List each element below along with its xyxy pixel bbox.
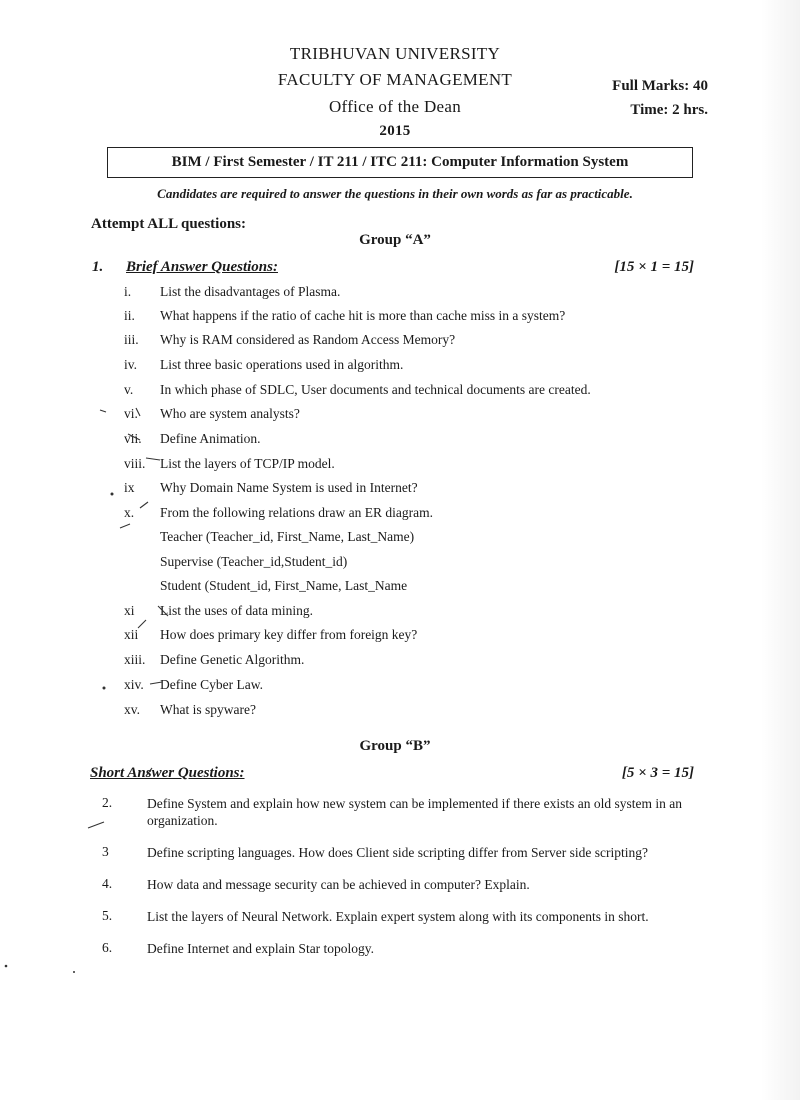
item-text: Define Cyber Law. (160, 677, 263, 692)
item-number: xiii. (124, 652, 146, 667)
pen-tick-mark (146, 458, 160, 460)
pen-tick-mark (136, 408, 140, 416)
exam-year: 2015 (379, 123, 411, 139)
question-text: Define scripting languages. How does Client side scripting differ from Server side scripting? (147, 845, 649, 860)
item-number: vii. (124, 431, 142, 446)
item-number: x. (124, 505, 135, 520)
instructions: Candidates are required to answer the questions in their own words as far as practicable. (157, 186, 633, 201)
university-name: TRIBHUVAN UNIVERSITY (289, 44, 501, 63)
pen-dot (111, 493, 114, 496)
faculty-name: FACULTY OF MANAGEMENT (277, 70, 513, 89)
question-1-number: 1. (92, 259, 104, 275)
item-number: xiv. (124, 677, 144, 692)
question-number: 4. (102, 876, 113, 891)
brief-answer-title: Brief Answer Questions: (126, 259, 278, 275)
pen-tick-mark (150, 682, 162, 684)
question-number: 6. (102, 940, 113, 955)
question-text: Define Internet and explain Star topology. (147, 941, 375, 956)
pen-dot (103, 687, 106, 690)
item-text: What happens if the ratio of cache hit is more than cache miss in a system? (160, 308, 566, 323)
question-number: 3 (102, 844, 109, 859)
pen-dot (73, 971, 75, 973)
item-text: Define Animation. (160, 431, 261, 446)
item-number: xi (124, 603, 135, 618)
item-number: ix (124, 480, 135, 495)
office-name: Office of the Dean (328, 97, 462, 116)
item-text: How does primary key differ from foreign key? (160, 627, 418, 642)
group-a-marks: [15 × 1 = 15] (614, 259, 694, 275)
item-text: From the following relations draw an ER diagram. (160, 505, 433, 520)
pen-dot (5, 965, 8, 968)
pen-tick-mark (158, 606, 168, 616)
item-number: iii. (124, 332, 139, 347)
relation-student: Student (Student_id, First_Name, Last_Name (160, 578, 408, 593)
question-number: 5. (102, 908, 113, 923)
item-text: Why Domain Name System is used in Internet? (160, 480, 418, 495)
pen-tick-mark (128, 434, 140, 440)
question-text: List the layers of Neural Network. Explain expert system along with its components in short. (147, 909, 649, 924)
item-text: Why is RAM considered as Random Access Memory? (160, 332, 456, 347)
item-text: Define Genetic Algorithm. (160, 652, 305, 667)
item-number: v. (124, 382, 134, 397)
pen-tick-mark (138, 620, 146, 628)
question-text: How data and message security can be achieved in computer? Explain. (147, 877, 530, 892)
item-number: xii (124, 627, 139, 642)
item-text: List the layers of TCP/IP model. (160, 456, 335, 471)
pen-tick-mark (146, 768, 152, 776)
pen-tick-mark (120, 524, 130, 528)
item-number: xv. (124, 702, 140, 717)
item-text: In which phase of SDLC, User documents and technical documents are created. (160, 382, 591, 397)
relation-teacher: Teacher (Teacher_id, First_Name, Last_Name) (160, 529, 415, 544)
short-answer-title: Short Answer Questions: (90, 765, 245, 781)
full-marks: Full Marks: 40 (612, 78, 708, 94)
exam-time: Time: 2 hrs. (630, 102, 708, 118)
relation-supervise: Supervise (Teacher_id,Student_id) (160, 554, 348, 569)
item-number: iv. (124, 357, 137, 372)
item-text: List the disadvantages of Plasma. (160, 284, 341, 299)
item-number: i. (124, 284, 132, 299)
item-number: vi. (124, 406, 138, 421)
pen-tick-mark (100, 410, 106, 412)
question-text: Define System and explain how new system can be implemented if there exists an old system in an organization. (147, 796, 682, 828)
group-a-heading: Group “A” (359, 232, 431, 248)
course-title-box: BIM / First Semester / IT 211 / ITC 211: Computer Information System (107, 147, 693, 178)
item-text: Who are system analysts? (160, 406, 300, 421)
item-text: List the uses of data mining. (160, 603, 313, 618)
group-b-marks: [5 × 3 = 15] (621, 765, 694, 781)
item-text: What is spyware? (160, 702, 256, 717)
question-number: 2. (102, 795, 113, 810)
pen-tick-mark (88, 822, 104, 828)
group-b-heading: Group “B” (359, 738, 431, 754)
attempt-all-heading: Attempt ALL questions: (91, 216, 247, 232)
pen-tick-mark (140, 502, 148, 508)
item-number: viii. (124, 456, 146, 471)
item-number: ii. (124, 308, 135, 323)
item-text: List three basic operations used in algorithm. (160, 357, 404, 372)
